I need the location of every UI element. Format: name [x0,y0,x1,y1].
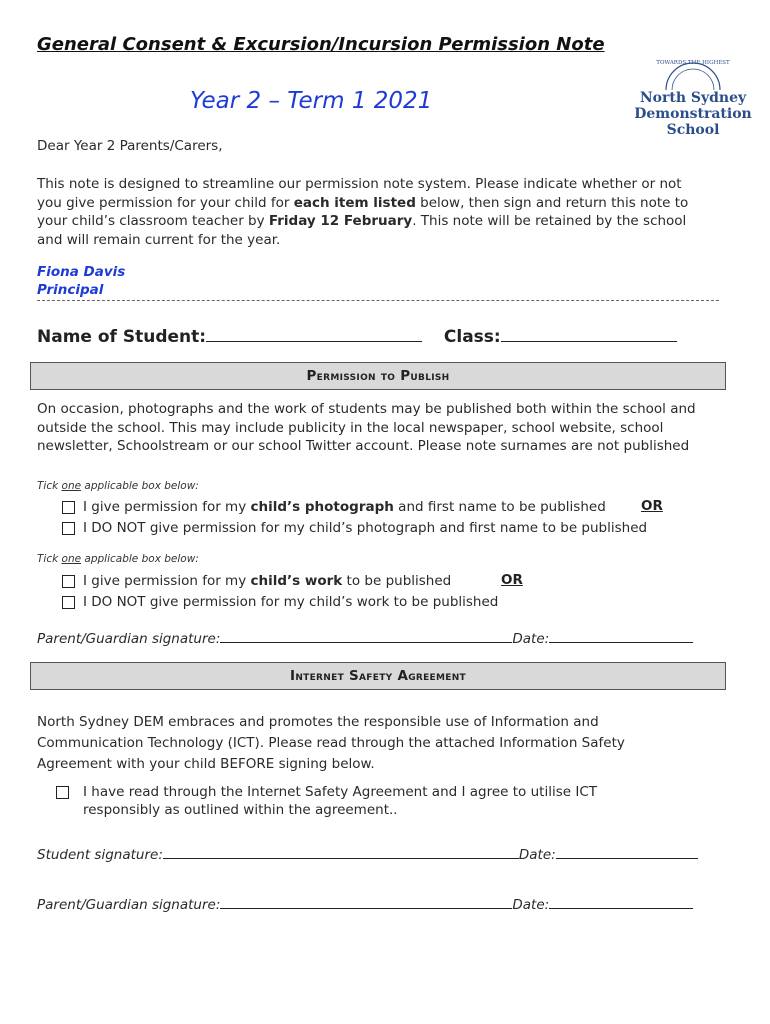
internet-parent-signature-field[interactable] [220,896,512,909]
student-name-field[interactable] [206,329,422,342]
student-signature-field[interactable] [163,846,519,859]
work-permission-yes[interactable] [61,572,721,590]
term-heading: Year 2 – Term 1 2021 [190,88,433,114]
logo-line-2: Demonstration [634,106,752,122]
or-label-photo: OR [641,498,663,514]
work-permission-no[interactable] [61,593,721,611]
student-name-row [37,327,677,347]
greeting: Dear Year 2 Parents/Carers, [37,138,223,154]
internet-intro: North Sydney DEM embraces and promotes the responsible use of Information and Communication Technology (ICT). Please read through the attached Information Safety Agreement with your child BEFORE signing below. [37,714,625,772]
photo-yes-label: I give permission for my child’s photograph and first name to be published [83,499,606,515]
parent-signature-label: Parent/Guardian signature: [37,631,221,647]
principal-title: Principal [37,282,104,298]
student-signature-label: Student signature: [37,847,163,863]
photo-no-label: I DO NOT give permission for my child’s photograph and first name to be published [83,520,648,536]
student-date-field[interactable] [556,846,698,859]
letter-body: This note is designed to streamline our permission note system. Please indicate whether or not you give permission for your child for each item listed below, then sign and return this note to your child’s classroom teacher by Friday 12 February. This note will be retained by the school and will remain current for the year. [37,176,689,248]
parent-signature-field[interactable] [220,630,512,643]
school-crest-icon [656,50,730,92]
internet-parent-signature-row [37,896,693,913]
tick-instruction-work: Tick one applicable box below: [37,553,199,565]
logo-line-3: School [666,122,720,138]
internet-safety-heading: Internet Safety Agreement [30,662,726,690]
checkbox-work-yes[interactable] [62,575,75,588]
principal-name: Fiona Davis [37,264,126,280]
class-field[interactable] [501,329,677,342]
publish-intro: On occasion, photographs and the work of students may be published both within the school and outside the school. This may include publicity in the local newspaper, school website, school newsletter, Schoolstream or our school Twitter account. Please note surnames are not published [37,401,696,454]
student-name-label: Name of Student: [37,327,207,347]
checkbox-photo-yes[interactable] [62,501,75,514]
logo-line-1: North Sydney [639,90,747,106]
document-title: General Consent & Excursion/Incursion Permission Note [37,34,605,55]
checkbox-photo-no[interactable] [62,522,75,535]
checkbox-work-no[interactable] [62,596,75,609]
student-signature-row [37,846,698,863]
internet-date-label: Date: [512,897,550,913]
internet-agree-line-2: responsibly as outlined within the agreement.. [83,802,398,818]
permission-to-publish-heading: Permission to Publish [30,362,726,390]
work-no-label: I DO NOT give permission for my child’s work to be published [83,594,499,610]
internet-agree-line-1: I have read through the Internet Safety Agreement and I agree to utilise ICT [83,784,597,800]
date-label: Date: [512,631,550,647]
photo-permission-yes[interactable] [61,498,721,516]
student-date-label: Date: [518,847,556,863]
internet-parent-signature-label: Parent/Guardian signature: [37,897,221,913]
publish-parent-signature-row [37,630,693,647]
internet-date-field[interactable] [549,896,693,909]
tick-instruction-photo: Tick one applicable box below: [37,480,199,492]
work-yes-label: I give permission for my child’s work to be published [83,573,452,589]
checkbox-internet-agree[interactable] [56,786,69,799]
logo-motto: TOWARDS THE HIGHEST [656,60,730,66]
school-logo [632,50,754,140]
photo-permission-no[interactable] [61,519,721,537]
or-label-work: OR [501,572,523,588]
class-label: Class: [443,327,501,347]
internet-agreement-checkbox-row[interactable] [55,783,695,823]
date-field[interactable] [549,630,693,643]
cut-line-divider [37,300,719,301]
